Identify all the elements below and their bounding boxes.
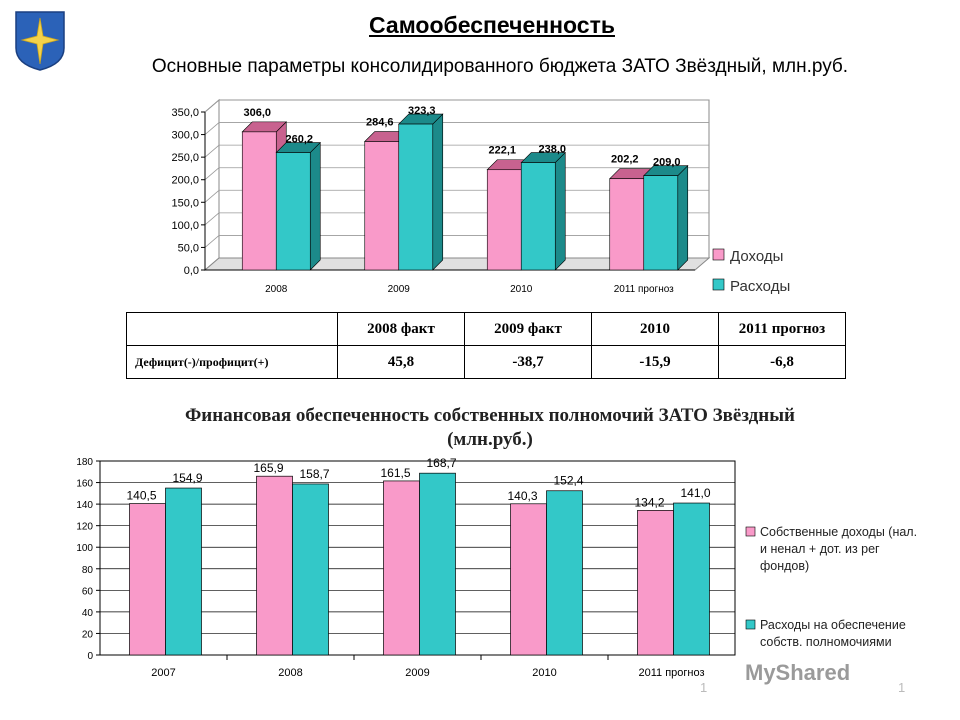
deficit-table-value-row <box>127 346 846 379</box>
chart2-title-line1: Финансовая обеспеченность собственных полномочий ЗАТО Звёздный <box>184 405 796 426</box>
chart1-bar <box>610 179 644 270</box>
chart2-ytick-label: 160 <box>76 478 93 490</box>
chart2-ytick-label: 80 <box>81 564 93 576</box>
deficit-col-header: 2008 факт <box>338 313 465 346</box>
chart2-ytick-label: 20 <box>81 629 93 641</box>
deficit-col-header: 2010 <box>592 313 719 346</box>
deficit-value: -15,9 <box>592 346 719 379</box>
chart1-ytick-label: 0,0 <box>183 265 199 277</box>
chart2-ytick-label: 180 <box>76 457 93 468</box>
chart1-legend-label: Доходы <box>730 248 784 265</box>
budget-bar-chart <box>150 88 840 310</box>
chart2-data-label: 140,5 <box>126 488 157 503</box>
chart2-data-label: 161,5 <box>380 465 411 480</box>
chart2-ytick-label: 140 <box>76 500 93 512</box>
chart1-data-label: 238,0 <box>538 143 567 156</box>
chart2-data-label: 168,7 <box>426 456 457 471</box>
chart2-ytick-label: 60 <box>81 586 93 598</box>
chart2-bar <box>257 476 293 655</box>
chart1-category-label: 2009 <box>387 284 410 295</box>
chart2-legend-label: Собственные доходы (нал. и ненал + дот. из рег фондов) <box>760 525 918 573</box>
deficit-col-header: 2011 прогноз <box>719 313 846 346</box>
chart1-bar-side <box>433 114 443 270</box>
deficit-row-label: Дефицит(-)/профицит(+) <box>127 346 338 379</box>
chart1-data-label: 284,6 <box>365 116 394 129</box>
chart2-category-label: 2008 <box>278 667 303 679</box>
chart1-bar-side <box>678 166 688 270</box>
chart2-data-label: 165,9 <box>253 461 284 476</box>
chart1-bar <box>399 124 433 270</box>
deficit-col-header: 2009 факт <box>465 313 592 346</box>
watermark-text: MyShared <box>745 660 851 685</box>
chart1-bar <box>487 170 521 270</box>
chart1-bar <box>365 142 399 270</box>
chart2-ytick-label: 100 <box>76 543 93 555</box>
chart2-data-label: 158,7 <box>299 466 330 481</box>
deficit-table-header-row <box>127 313 846 346</box>
chart2-legend-label: Расходы на обеспечение собств. полномочиями <box>760 618 906 649</box>
chart1-bar-side <box>555 153 565 270</box>
chart1-bar <box>276 153 310 270</box>
chart1-legend-label: Расходы <box>730 278 791 295</box>
chart1-ytick-label: 300,0 <box>171 129 199 142</box>
chart1-bar <box>521 163 555 270</box>
chart2-category-label: 2009 <box>405 667 430 679</box>
chart1-data-label: 306,0 <box>243 106 272 119</box>
chart2-ytick-label: 120 <box>76 521 93 533</box>
chart2-legend-swatch <box>746 527 755 536</box>
deficit-value: 45,8 <box>338 346 465 379</box>
chart2-bar <box>638 510 674 655</box>
chart2-bar <box>384 481 420 655</box>
chart2-bar <box>166 488 202 655</box>
chart2-bar <box>420 473 456 655</box>
chart2-title-line2: (млн.руб.) <box>447 429 533 450</box>
chart2-ytick-label: 0 <box>87 651 93 662</box>
chart1-bar <box>644 176 678 270</box>
chart2-category-label: 2011 прогноз <box>638 667 705 679</box>
chart1-legend-swatch <box>713 249 724 260</box>
chart2-ytick-label: 40 <box>81 607 93 619</box>
chart2-bar <box>293 484 329 655</box>
chart1-ytick-label: 150,0 <box>171 197 199 210</box>
chart1-data-label: 260,2 <box>285 133 314 146</box>
deficit-table <box>126 312 846 379</box>
chart2-data-label: 152,4 <box>553 473 584 488</box>
chart2-category-label: 2010 <box>532 667 557 679</box>
page-title: Самообеспеченность <box>369 12 615 38</box>
chart1-ytick-label: 200,0 <box>171 174 199 187</box>
chart1-ytick-label: 350,0 <box>171 107 199 119</box>
chart1-data-label: 222,1 <box>488 144 517 157</box>
chart1-category-label: 2010 <box>510 284 533 295</box>
chart1-bar-side <box>310 143 320 270</box>
own-powers-bar-chart <box>60 440 940 680</box>
chart2-legend-swatch <box>746 620 755 629</box>
page-number: 1 <box>898 680 906 695</box>
chart1-data-label: 202,2 <box>610 153 639 166</box>
chart2-data-label: 134,2 <box>634 495 665 510</box>
deficit-value: -6,8 <box>719 346 846 379</box>
chart1-ytick-label: 100,0 <box>171 219 199 232</box>
chart1-ytick-label: 250,0 <box>171 152 199 165</box>
chart1-bar <box>242 132 276 270</box>
chart2-data-label: 141,0 <box>680 486 711 501</box>
chart1-subtitle: Основные параметры консолидированного бюджета ЗАТО Звёздный, млн.руб. <box>151 56 849 77</box>
chart2-category-label: 2007 <box>151 667 176 679</box>
chart2-bar <box>547 491 583 655</box>
deficit-value: -38,7 <box>465 346 592 379</box>
chart2-bar <box>130 504 166 655</box>
chart1-category-label: 2011 прогноз <box>613 284 674 295</box>
chart2-data-label: 140,3 <box>507 488 538 503</box>
chart1-data-label: 323,3 <box>407 105 436 118</box>
chart1-side-wall <box>205 100 219 270</box>
chart2-bar <box>511 504 547 655</box>
chart1-category-label: 2008 <box>265 284 288 295</box>
chart1-legend-swatch <box>713 279 724 290</box>
page-number: 1 <box>700 680 708 695</box>
chart1-data-label: 209,0 <box>652 156 681 169</box>
chart2-bar <box>674 503 710 655</box>
chart2-data-label: 154,9 <box>172 471 203 486</box>
chart1-ytick-label: 50,0 <box>177 242 199 255</box>
deficit-table-corner <box>127 313 338 346</box>
